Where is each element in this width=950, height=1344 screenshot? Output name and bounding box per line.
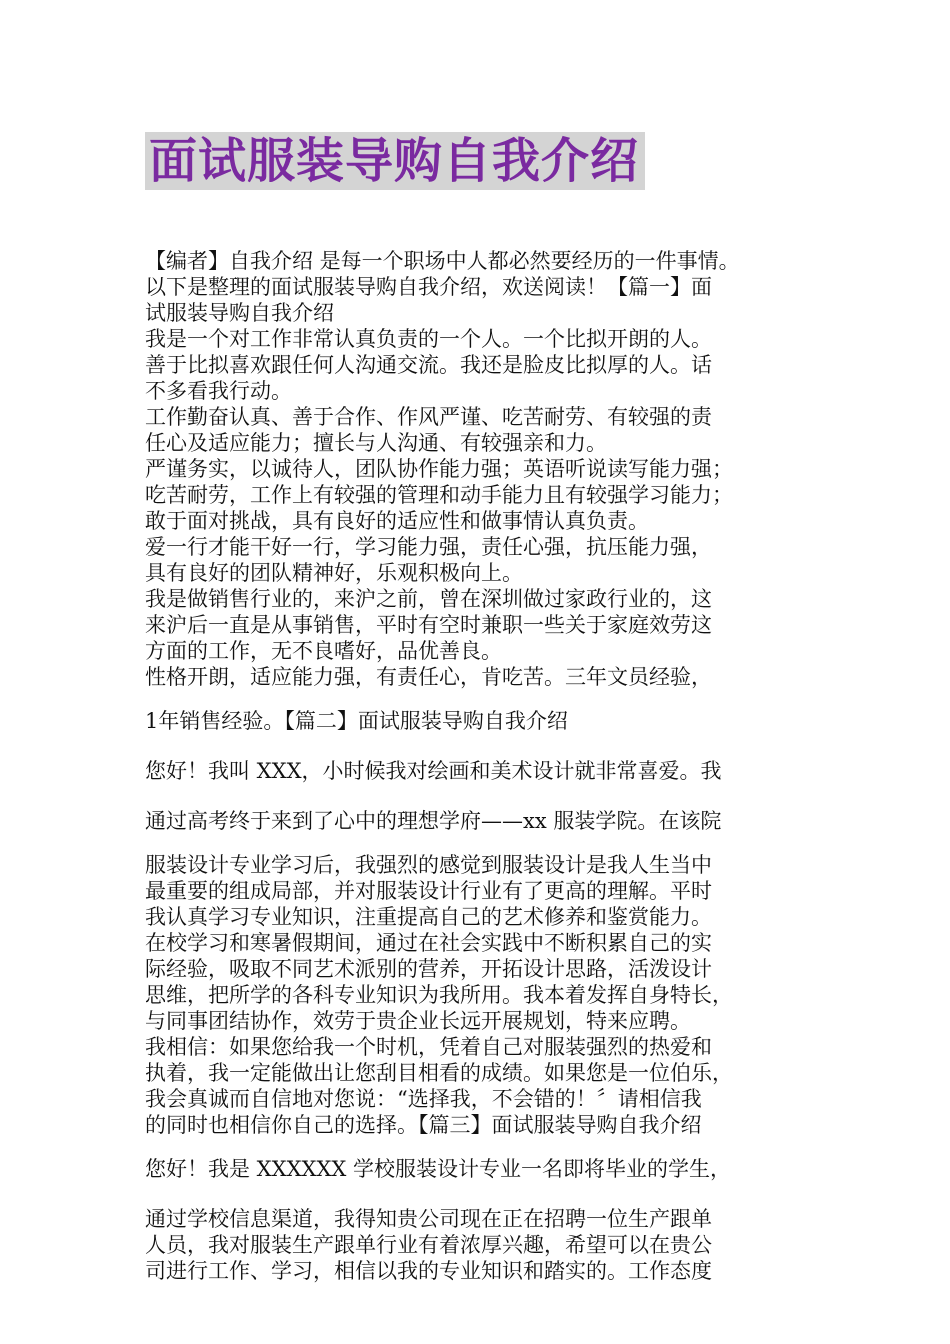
text-line: 敢于面对挑战，具有良好的适应性和做事情认真负责。 <box>145 509 649 533</box>
page-title: 面试服装导购自我介绍 <box>149 133 640 189</box>
text-line: 性格开朗，适应能力强，有责任心，肯吃苦。三年文员经验， <box>145 665 712 689</box>
text-line: 我会真诚而自信地对您说：“选择我，不会错的！〞请相信我 <box>145 1087 702 1111</box>
text-line: 工作勤奋认真、善于合作、作风严谨、吃苦耐劳、有较强的责 <box>145 405 712 429</box>
text-line: 以下是整理的面试服装导购自我介绍，欢送阅读！【篇一】面 <box>145 275 712 299</box>
text-line: 执着，我一定能做出让您刮目相看的成绩。如果您是一位伯乐， <box>145 1061 733 1085</box>
text-line: 思维，把所学的各科专业知识为我所用。我本着发挥自身特长， <box>145 983 733 1007</box>
text-line: 服装设计专业学习后，我强烈的感觉到服装设计是我人生当中 <box>145 853 712 877</box>
text-line: 我是做销售行业的，来沪之前，曾在深圳做过家政行业的，这 <box>145 587 712 611</box>
text-line: 与同事团结协作，效劳于贵企业长远开展规划，特来应聘。 <box>145 1009 691 1033</box>
text-line: 通过学校信息渠道，我得知贵公司现在正在招聘一位生产跟单 <box>145 1207 712 1231</box>
text-line: 善于比拟喜欢跟任何人沟通交流。我还是脸皮比拟厚的人。话 <box>145 353 712 377</box>
text-line: 我是一个对工作非常认真负责的一个人。一个比拟开朗的人。 <box>145 327 712 351</box>
text-line: 【编者】自我介绍 是每一个职场中人都必然要经历的一件事情。 <box>145 249 740 273</box>
document-body <box>145 248 825 1284</box>
text-line: 我认真学习专业知识，注重提高自己的艺术修养和鉴赏能力。 <box>145 905 712 929</box>
text-line: 通过高考终于来到了心中的理想学府——xx 服装学院。在该院 <box>145 809 722 833</box>
text-line: 司进行工作、学习，相信以我的专业知识和踏实的。工作态度 <box>145 1259 712 1283</box>
text-line: 我相信：如果您给我一个时机，凭着自己对服装强烈的热爱和 <box>145 1035 712 1059</box>
text-line: 在校学习和寒暑假期间，通过在社会实践中不断积累自己的实 <box>145 931 712 955</box>
text-line: 您好！我叫 XXX，小时候我对绘画和美术设计就非常喜爱。我 <box>145 759 722 783</box>
text-line: 最重要的组成局部，并对服装设计行业有了更高的理解。平时 <box>145 879 712 903</box>
text-line: 吃苦耐劳，工作上有较强的管理和动手能力且有较强学习能力； <box>145 483 733 507</box>
text-line: 爱一行才能干好一行，学习能力强，责任心强，抗压能力强， <box>145 535 712 559</box>
text-line: 试服装导购自我介绍 <box>145 301 334 325</box>
text-line: 人员，我对服装生产跟单行业有着浓厚兴趣，希望可以在贵公 <box>145 1233 712 1257</box>
text-line: 具有良好的团队精神好，乐观积极向上。 <box>145 561 523 585</box>
text-line: 际经验，吸取不同艺术派别的营养，开拓设计思路，活泼设计 <box>145 957 712 981</box>
text-line: 1年销售经验。【篇二】面试服装导购自我介绍 <box>145 709 568 733</box>
text-line: 任心及适应能力；擅长与人沟通、有较强亲和力。 <box>145 431 607 455</box>
text-line: 的同时也相信你自己的选择。【篇三】面试服装导购自我介绍 <box>145 1113 702 1137</box>
title-highlight <box>145 132 645 190</box>
text-line: 严谨务实，以诚待人，团队协作能力强；英语听说读写能力强； <box>145 457 733 481</box>
text-line: 不多看我行动。 <box>145 379 292 403</box>
text-line: 来沪后一直是从事销售，平时有空时兼职一些关于家庭效劳这 <box>145 613 712 637</box>
text-line: 方面的工作，无不良嗜好，品优善良。 <box>145 639 502 663</box>
text-line: 您好！我是 XXXXXX 学校服装设计专业一名即将毕业的学生， <box>145 1157 732 1181</box>
